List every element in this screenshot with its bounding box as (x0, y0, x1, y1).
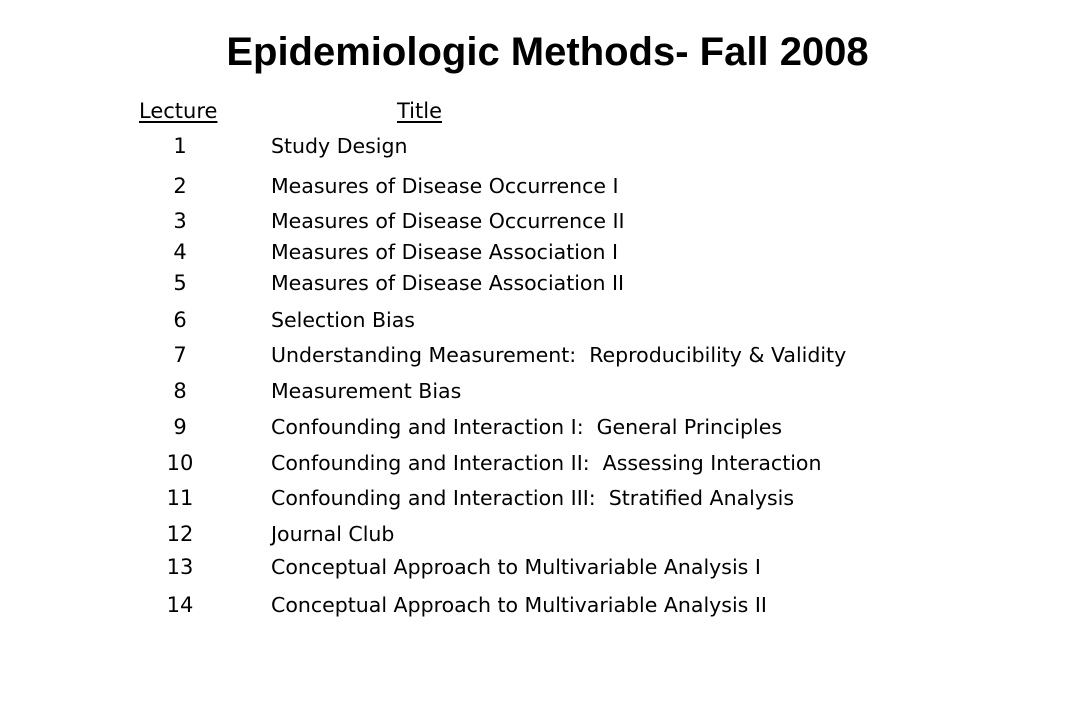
table-row (0, 591, 1080, 619)
table-row (0, 413, 1080, 441)
table-row (0, 484, 1080, 512)
table-row (0, 306, 1080, 334)
lecture-title: Conceptual Approach to Multivariable Analysis II (271, 593, 767, 617)
lecture-number: 10 (166, 451, 194, 475)
lecture-number: 1 (173, 134, 187, 158)
table-row (0, 207, 1080, 235)
lecture-number: 13 (166, 555, 194, 579)
table-row (0, 341, 1080, 369)
lecture-number: 2 (173, 174, 187, 198)
lecture-title: Measures of Disease Occurrence II (271, 209, 625, 233)
lecture-number: 3 (173, 209, 187, 233)
lecture-number: 5 (173, 271, 187, 295)
lecture-title: Measures of Disease Association I (271, 240, 619, 264)
lecture-title: Journal Club (271, 522, 395, 546)
lecture-number: 6 (173, 308, 187, 332)
lecture-title: Measures of Disease Association II (271, 271, 625, 295)
slide-title: Epidemiologic Methods- Fall 2008 (226, 30, 869, 74)
table-row (0, 520, 1080, 548)
column-header-lecture: Lecture (139, 99, 218, 123)
lecture-number: 4 (173, 240, 187, 264)
lecture-number: 11 (166, 486, 194, 510)
lecture-number: 7 (173, 343, 187, 367)
lecture-title: Measures of Disease Occurrence I (271, 174, 619, 198)
table-row (0, 238, 1080, 266)
table-row (0, 449, 1080, 477)
lecture-title: Confounding and Interaction II: Assessing Interaction (271, 451, 822, 475)
lecture-number: 12 (166, 522, 194, 546)
lecture-title: Confounding and Interaction III: Stratified Analysis (271, 486, 795, 510)
table-row (0, 132, 1080, 160)
lecture-title: Understanding Measurement: Reproducibility & Validity (271, 343, 847, 367)
lecture-title: Conceptual Approach to Multivariable Analysis I (271, 555, 761, 579)
lecture-number: 8 (173, 379, 187, 403)
table-row (0, 377, 1080, 405)
lecture-title: Measurement Bias (271, 379, 462, 403)
column-header-title: Title (397, 99, 443, 123)
lecture-title: Selection Bias (271, 308, 415, 332)
lecture-number: 14 (166, 593, 194, 617)
lecture-title: Confounding and Interaction I: General Principles (271, 415, 783, 439)
table-row (0, 172, 1080, 200)
lecture-number: 9 (173, 415, 187, 439)
table-row (0, 553, 1080, 581)
lecture-title: Study Design (271, 134, 408, 158)
table-row (0, 269, 1080, 297)
